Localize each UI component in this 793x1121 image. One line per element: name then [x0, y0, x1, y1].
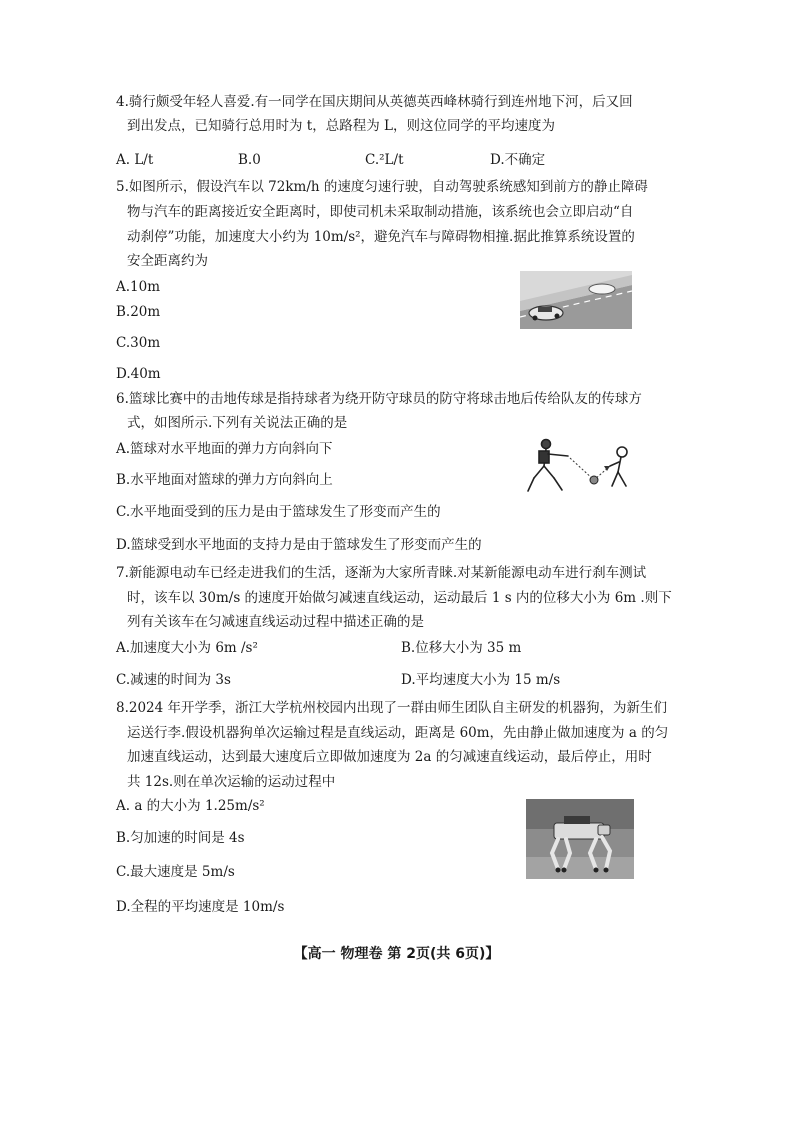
q7-stem-line1: 7.新能源电动车已经走进我们的生活，逐渐为大家所青睐.对某新能源电动车进行刹车测试	[116, 565, 647, 581]
q7-option-d: D.平均速度大小为 15 m/s	[401, 672, 561, 688]
robot-dog-photo	[526, 799, 634, 879]
q4-stem-line2: 到出发点，已知骑行总用时为 t，总路程为 L，则这位同学的平均速度为	[127, 118, 555, 134]
q5-stem-line4: 安全距离约为	[127, 253, 208, 269]
q5-option-d: D.40m	[116, 366, 161, 382]
page-footer: 【高一 物理卷 第 2页(共 6页)】	[293, 946, 500, 962]
q5-stem-line3: 动刹停”功能，加速度大小约为 10m/s²，避免汽车与障碍物相撞.据此推算系统设置的	[127, 229, 635, 245]
q7-stem-line3: 列有关该车在匀减速直线运动过程中描述正确的是	[127, 614, 424, 630]
q5-stem-line2: 物与汽车的距离接近安全距离时，即使司机未采取制动措施，该系统也会立即启动“自	[127, 204, 634, 220]
q5-stem-line1: 5.如图所示，假设汽车以 72km/h 的速度匀速行驶，自动驾驶系统感知到前方的静止障碍	[116, 179, 648, 195]
q7-option-a: A.加速度大小为 6m /s²	[116, 640, 258, 656]
q4-option-c: C.²L/t	[365, 152, 404, 168]
q6-stem-line1: 6.篮球比赛中的击地传球是指持球者为绕开防守球员的防守将球击地后传给队友的传球方	[116, 391, 642, 407]
q5-option-c: C.30m	[116, 335, 161, 351]
q8-option-c: C.最大速度是 5m/s	[116, 864, 235, 880]
q7-option-b: B.位移大小为 35 m	[401, 640, 522, 656]
q6-option-c: C.水平地面受到的压力是由于篮球发生了形变而产生的	[116, 504, 441, 520]
q5-option-b: B.20m	[116, 304, 161, 320]
q8-stem-line1: 8.2024 年开学季，浙江大学杭州校园内出现了一群由师生团队自主研发的机器狗，为新生们	[116, 700, 668, 716]
q7-stem-line2: 时，该车以 30m/s 的速度开始做匀减速直线运动，运动最后 1 s 内的位移大小为 6m .则下	[127, 590, 672, 606]
car-braking-photo	[520, 271, 632, 329]
q6-option-a: A.篮球对水平地面的弹力方向斜向下	[116, 441, 333, 457]
q4-option-b: B.0	[238, 152, 261, 168]
q8-stem-line3: 加速直线运动，达到最大速度后立即做加速度为 2a 的匀减速直线运动，最后停止，用时	[127, 749, 652, 765]
q8-stem-line4: 共 12s.则在单次运输的运动过程中	[127, 774, 336, 790]
q8-stem-line2: 运送行李.假设机器狗单次运输过程是直线运动，距离是 60m，先由静止做加速度为 a 的匀	[127, 725, 669, 741]
q4-option-d: D.不确定	[490, 152, 546, 168]
q8-option-a: A. a 的大小为 1.25m/s²	[116, 798, 265, 814]
q8-option-b: B.匀加速的时间是 4s	[116, 830, 245, 846]
q8-option-d: D.全程的平均速度是 10m/s	[116, 899, 285, 915]
q7-option-c: C.减速的时间为 3s	[116, 672, 231, 688]
bounce-pass-drawing	[524, 436, 634, 494]
q4-option-a: A. L/t	[116, 152, 154, 168]
q4-stem-line1: 4.骑行颇受年轻人喜爱.有一同学在国庆期间从英德英西峰林骑行到连州地下河，后又回	[116, 94, 633, 110]
q6-option-d: D.篮球受到水平地面的支持力是由于篮球发生了形变而产生的	[116, 537, 482, 553]
q6-stem-line2: 式，如图所示.下列有关说法正确的是	[127, 415, 348, 431]
q5-option-a: A.10m	[116, 279, 161, 295]
q6-option-b: B.水平地面对篮球的弹力方向斜向上	[116, 472, 333, 488]
